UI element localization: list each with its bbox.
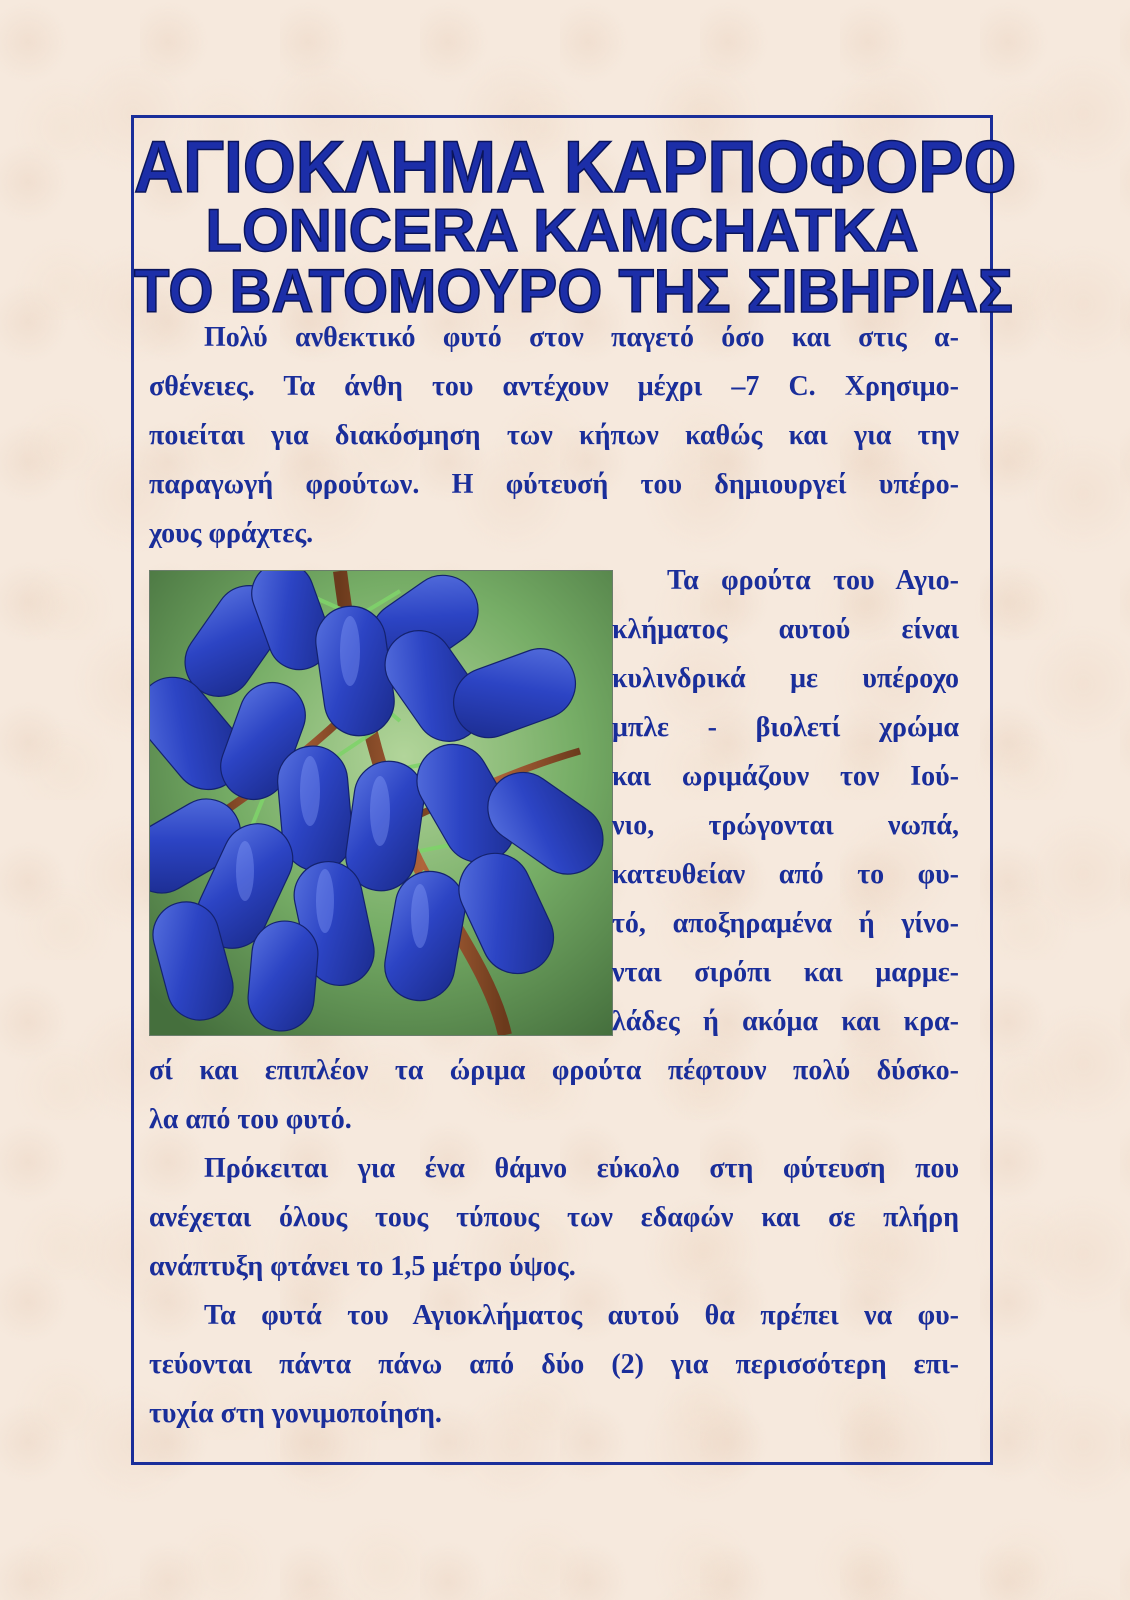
fruits-line: Τα φρούτα του Αγιο- — [667, 565, 959, 596]
intro-paragraph — [149, 313, 959, 558]
planting-line: τυχία στη γονιμοποίηση. — [149, 1398, 442, 1429]
intro-line: χους φράχτες. — [149, 518, 314, 549]
fruits-line: λα από του φυτό. — [149, 1104, 352, 1135]
page-frame — [131, 115, 1017, 1465]
fruits-line: μπλε - βιολετί χρώμα — [612, 712, 959, 743]
fruits-line: και ωριμάζουν τον Ιού- — [612, 761, 959, 792]
planting-line: τεύονται πάντα πάνω από δύο (2) για περισσότερη επι- — [149, 1349, 959, 1380]
shrub-paragraph — [149, 1144, 959, 1291]
honeysuckle-berries-photo — [149, 570, 613, 1036]
intro-line: Πολύ ανθεκτικό φυτό στον παγετό όσο και στις α- — [204, 322, 959, 353]
fruits-line: κυλινδρικά με υπέροχο — [612, 663, 959, 694]
fruits-line: σί και επιπλέον τα ώριμα φρούτα πέφτουν πολύ δύσκο- — [149, 1055, 959, 1086]
fruits-full-paragraph — [149, 1046, 959, 1144]
fruits-line: τό, αποξηραμένα ή γίνο- — [612, 908, 959, 939]
shrub-line: ανέχεται όλους τους τύπους των εδαφών και σε πλήρη — [149, 1202, 959, 1233]
fruits-line: κλήματος αυτού είναι — [612, 614, 959, 645]
intro-line: σθένειες. Τα άνθη του αντέχουν μέχρι –7 C. Χρησιμο- — [149, 371, 959, 402]
fruits-line: κατευθείαν από το φυ- — [612, 859, 959, 890]
fruits-line: νιο, τρώγονται νωπά, — [612, 810, 959, 841]
fruits-side-paragraph — [612, 556, 959, 1046]
shrub-line: Πρόκειται για ένα θάμνο εύκολο στη φύτευση που — [204, 1153, 959, 1184]
fruits-line: νται σιρόπι και μαρμε- — [612, 957, 959, 988]
intro-line: ποιείται για διακόσμηση των κήπων καθώς και για την — [149, 420, 959, 451]
title-line-3: ΤΟ ΒΑΤΟΜΟΥΡΟ ΤΗΣ ΣΙΒΗΡΙΑΣ — [134, 257, 1013, 326]
intro-line: παραγωγή φρούτων. Η φύτευσή του δημιουργεί υπέρο- — [149, 469, 959, 500]
title-line-2: LONICERA KAMCHATKA — [205, 197, 919, 264]
shrub-line: ανάπτυξη φτάνει το 1,5 μέτρο ύψος. — [149, 1251, 576, 1282]
title-line-1: ΑΓΙΟΚΛΗΜΑ ΚΑΡΠΟΦΟΡΟ — [134, 125, 1017, 209]
planting-paragraph — [149, 1291, 959, 1438]
fruits-line: λάδες ή ακόμα και κρα- — [612, 1006, 959, 1037]
planting-line: Τα φυτά του Αγιοκλήματος αυτού θα πρέπει να φυ- — [204, 1300, 959, 1331]
